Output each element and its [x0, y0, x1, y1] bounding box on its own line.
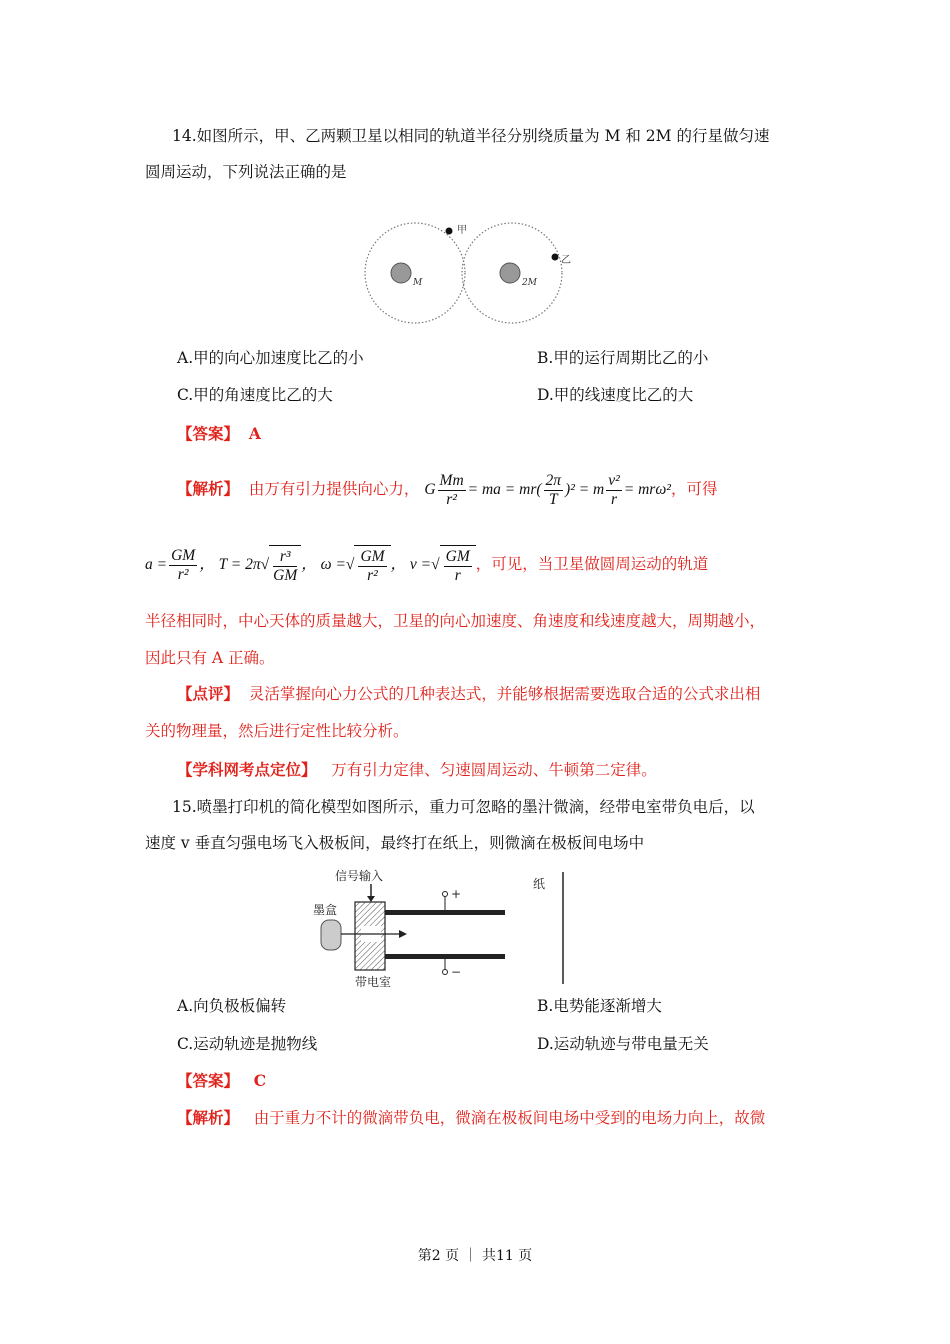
ink-box [321, 920, 341, 950]
q14-stem-line2: 圆周运动，下列说法正确的是 [145, 163, 347, 181]
q15-answer-label: 【答案】 [177, 1071, 240, 1090]
q15-answer-value: C [253, 1071, 267, 1090]
q14-analysis-keji: ，可见，当卫星做圆周运动的轨道 [475, 555, 709, 573]
label-signal: 信号输入 [335, 869, 384, 883]
label-m: M [413, 278, 423, 288]
q15-option-c: C.运动轨迹是抛物线 [177, 1035, 318, 1053]
q14-comment-text2: 关的物理量，然后进行定性比较分析。 [145, 722, 409, 740]
q14-analysis-line4: 因此只有 A 正确。 [145, 649, 275, 667]
plate-negative [385, 954, 505, 959]
label-jia: 甲 [457, 225, 467, 236]
q15-stem-line1: 15.喷墨打印机的简化模型如图所示，重力可忽略的墨汁微滴，经带电室带负电后，以 [172, 798, 755, 816]
q14-formula-2: a = $\frac{GM}{\text{r²}}$ ， T = 2π√ $\frac{\text{r³}}{GM}$ ， ω =√ $\frac{GM}{\text{r²}}$ ， v =√ $\frac{GM}{r}$ [145, 556, 476, 573]
q15-analysis-text: 由于重力不计的微滴带负电，微滴在极板间电场中受到的电场力向上，故微 [253, 1109, 766, 1127]
plate-positive [385, 910, 505, 915]
q14-option-a: A.甲的向心加速度比乙的小 [177, 349, 364, 367]
q14-option-b: B.甲的运行周期比乙的小 [537, 349, 709, 367]
q14-answer-label: 【答案】 [177, 424, 240, 443]
q15-figure-printer [305, 866, 580, 988]
label-chamber: 带电室 [355, 975, 392, 988]
q14-analysis-line3: 半径相同时，中心天体的质量越大，卫星的向心加速度、角速度和线速度越大，周期越小， [145, 612, 766, 630]
page-footer: 第2 页 ｜ 共11 页 [417, 1248, 533, 1264]
q14-comment-label: 【点评】 [177, 684, 240, 703]
q15-answer-row [177, 1071, 266, 1091]
satellite-jia [446, 228, 453, 235]
q14-option-c: C.甲的角速度比乙的大 [177, 386, 333, 404]
q14-kp-label: 【学科网考点定位】 [177, 760, 317, 779]
q14-option-d: D.甲的线速度比乙的大 [537, 386, 694, 404]
q14-comment-text1: 灵活掌握向心力公式的几种表达式，并能够根据需要选取合适的公式求出相 [248, 685, 761, 703]
q14-answer-row [177, 424, 261, 444]
orbit-1 [365, 223, 465, 323]
q15-analysis-label: 【解析】 [177, 1108, 240, 1127]
label-yi: 乙 [561, 255, 571, 266]
q14-formula-1: G $\frac{Mm}{\text{r²}}$ = ma = mr( $\frac{2\pi}{T}$ )² = m $\frac{\text{v²}}{r}$ = mrω² [424, 471, 671, 508]
satellite-yi [552, 254, 559, 261]
q14-analysis-row2 [145, 544, 708, 586]
q14-answer-value: A [248, 424, 261, 443]
label-plus: + [451, 887, 462, 901]
planet-m [391, 263, 411, 283]
label-2m: 2M [522, 278, 537, 288]
label-ink-box: 墨盒 [313, 903, 338, 917]
label-minus: − [451, 965, 462, 979]
q14-comment-row1 [177, 684, 760, 704]
q14-analysis-row1 [177, 470, 717, 509]
q15-option-d: D.运动轨迹与带电量无关 [537, 1035, 709, 1053]
q15-analysis-row [177, 1108, 765, 1128]
q15-option-a: A.向负极板偏转 [177, 997, 287, 1015]
q15-stem-line2: 速度 v 垂直匀强电场飞入极板间，最终打在纸上，则微滴在极板间电场中 [145, 834, 645, 852]
planet-2m [500, 263, 520, 283]
q14-kp-text: 万有引力定律、匀速圆周运动、牛顿第二定律。 [331, 761, 657, 779]
q15-option-b: B.电势能逐渐增大 [537, 997, 662, 1015]
q14-stem-line1: 14.如图所示，甲、乙两颗卫星以相同的轨道半径分别绕质量为 M 和 2M 的行星做匀速 [172, 127, 770, 145]
label-paper: 纸 [533, 877, 546, 891]
q14-analysis-keyi: ，可得 [670, 480, 718, 498]
q14-analysis-intro: 由万有引力提供向心力， [248, 480, 420, 498]
q14-knowledge-row [177, 760, 657, 780]
q14-figure-orbits [355, 215, 610, 335]
q14-analysis-label: 【解析】 [177, 479, 240, 498]
